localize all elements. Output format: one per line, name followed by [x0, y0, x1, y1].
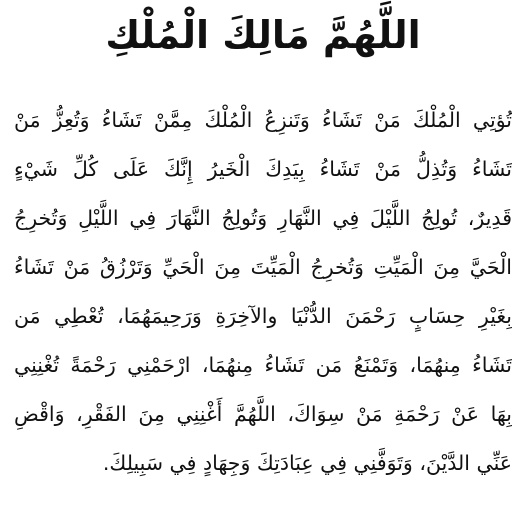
text-line: بِهَا عَنْ رَحْمَةِ مَنْ سِوَاكَ، اللَّهُمَّ أَغْنِنِي مِنَ الفَقْرِ، وَاقْضِ: [14, 402, 512, 426]
prayer-text: [14, 96, 512, 488]
text-line: بِغَيْرِ حِسَابٍ رَحْمَنَ الدُّنْيَا والآخِرَةِ وَرَحِيمَهُمَا، تُعْطِي مَن: [14, 304, 512, 328]
text-line: تَشَاءُ مِنهُمَا، وَتَمْنَعُ مَن تَشَاءُ مِنهُمَا، ارْحَمْنِي رَحْمَةً تُغْنِنِي: [14, 353, 512, 377]
text-line: قَدِيرٌ، تُولِجُ اللَّيْلَ فِي النَّهَارِ وَتُولِجُ النَّهَارَ فِي اللَّيْلِ وَتُخرِجُ: [14, 206, 512, 230]
text-line: تَشَاءُ وَتُذِلُّ مَنْ تَشَاءُ بِيَدِكَ الْخَيرُ إِنَّكَ عَلَى كُلِّ شَيْءٍ: [14, 157, 512, 181]
text-line: عَنِّي الدَّيْنَ، وَتَوَفَّنِي فِي عِبَادَتِكَ وَجِهَادٍ فِي سَبِيلِكَ.: [102, 451, 512, 475]
text-line: تُؤتِي الْمُلْكَ مَنْ تَشَاءُ وَتَنزِعُ الْمُلْكَ مِمَّنْ تَشَاءُ وَتُعِزُّ مَنْ: [14, 108, 512, 132]
text-line: الْحَيَّ مِنَ الْمَيِّتِ وَتُخرِجُ الْمَيِّتَ مِنَ الْحَيِّ وَتَرْزُقُ مَنْ تَشَاءُ: [14, 255, 512, 279]
prayer-title: اللَّهُمَّ مَالِكَ الْمُلْكِ: [105, 13, 421, 57]
